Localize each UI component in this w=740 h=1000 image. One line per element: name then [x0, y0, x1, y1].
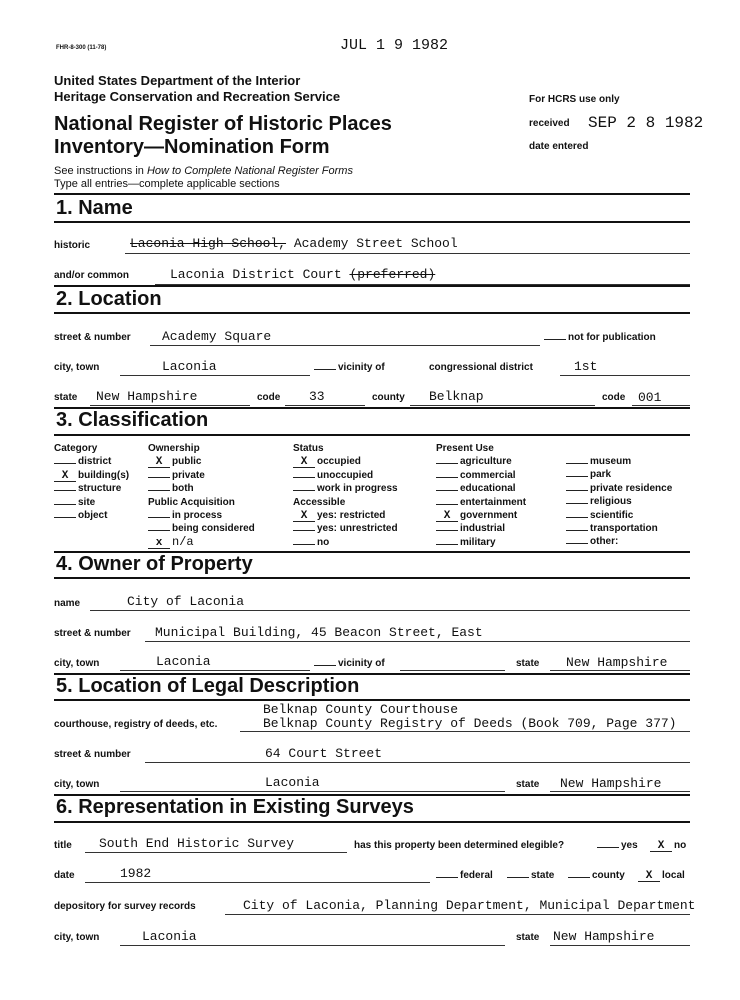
vicinity: vicinity of: [314, 362, 385, 373]
category-option[interactable]: district: [54, 455, 129, 468]
depository-label: depository for survey records: [54, 901, 196, 912]
survey-date-value: 1982: [120, 866, 152, 881]
present-use-option[interactable]: industrial: [436, 522, 526, 535]
present-use-option[interactable]: commercial: [436, 469, 526, 482]
congress-value: 1st: [574, 359, 598, 374]
field-underline: [410, 405, 595, 406]
field-underline: [150, 345, 540, 346]
received-label: received: [529, 118, 570, 129]
state-value: New Hampshire: [96, 389, 198, 404]
present-use-option[interactable]: transportation: [566, 522, 672, 535]
level-federal[interactable]: federal: [436, 870, 493, 881]
hcrs-header: For HCRS use only: [529, 94, 620, 105]
eligible-yes[interactable]: yes: [597, 840, 638, 851]
present-use-option[interactable]: entertainment: [436, 496, 526, 509]
date-entered-label: date entered: [529, 141, 589, 152]
section-rule: [54, 193, 690, 195]
historic-label: historic: [54, 240, 91, 251]
level-county[interactable]: county: [568, 870, 625, 881]
acquisition-option[interactable]: being considered: [148, 522, 255, 535]
field-underline: [225, 914, 690, 915]
street-label: street & number: [54, 332, 131, 343]
section-4-title: 4. Owner of Property: [56, 553, 253, 575]
code-value: 33: [309, 389, 325, 404]
accessible-header: Accessible: [293, 496, 346, 508]
agency-line-2: Heritage Conservation and Recreation Service: [54, 89, 341, 104]
eligible-no[interactable]: X no: [650, 840, 686, 852]
street-value: Academy Square: [162, 329, 272, 344]
survey-title-label: title: [54, 840, 72, 851]
field-underline: [90, 610, 690, 611]
ownership-option[interactable]: X public: [148, 455, 255, 468]
field-underline: [145, 762, 690, 763]
category-option[interactable]: structure: [54, 482, 129, 495]
owner-vicinity: vicinity of: [314, 658, 385, 669]
field-underline: [120, 945, 505, 946]
historic-value: Laconia High School, Academy Street School: [130, 236, 458, 251]
owner-name-label: name: [54, 598, 81, 609]
section-1-title: 1. Name: [56, 197, 133, 219]
depository-value: City of Laconia, Planning Department, Municipal Department: [243, 898, 696, 913]
owner-state-value: New Hampshire: [566, 655, 668, 670]
present-use-option[interactable]: other:: [566, 535, 672, 548]
present-use-option[interactable]: park: [566, 468, 672, 481]
section-5-title: 5. Location of Legal Description: [56, 675, 360, 697]
ownership-option[interactable]: both: [148, 482, 255, 495]
section-rule: [54, 285, 690, 287]
field-underline: [550, 791, 690, 792]
ownership-option[interactable]: private: [148, 469, 255, 482]
code-label: code: [257, 392, 281, 403]
status-header: Status: [293, 443, 324, 454]
owner-street-label: street & number: [54, 628, 131, 639]
section-rule: [54, 577, 690, 579]
field-underline: [550, 945, 690, 946]
section-rule: [54, 221, 690, 223]
city-value: Laconia: [162, 359, 217, 374]
category-column: [54, 442, 129, 522]
section-2-title: 2. Location: [56, 288, 162, 310]
field-underline: [285, 405, 365, 406]
city-label: city, town: [54, 362, 100, 373]
legal-street-value: 64 Court Street: [265, 746, 383, 761]
field-underline: [125, 253, 690, 254]
present-use-option[interactable]: educational: [436, 482, 526, 495]
vicinity-checkbox[interactable]: [314, 369, 336, 370]
legal-state-value: New Hampshire: [560, 776, 662, 791]
state-label: state: [54, 392, 78, 403]
field-underline: [90, 405, 250, 406]
not-for-publication-checkbox[interactable]: [544, 339, 566, 340]
survey-date-label: date: [54, 870, 75, 881]
instructions-line-2: Type all entries—complete applicable sections: [54, 178, 280, 190]
status-option[interactable]: X occupied: [293, 455, 398, 468]
legal-city-label: city, town: [54, 779, 100, 790]
present-use-header: Present Use: [436, 443, 494, 454]
present-use-option[interactable]: museum: [566, 455, 672, 468]
survey-city-value: Laconia: [142, 929, 197, 944]
section-rule: [54, 821, 690, 823]
legal-state-label: state: [516, 779, 540, 790]
form-title-line-2: Inventory—Nomination Form: [54, 136, 330, 158]
accessible-option[interactable]: no: [293, 536, 398, 549]
owner-state-label: state: [516, 658, 540, 669]
survey-title-value: South End Historic Survey: [99, 836, 295, 851]
category-option[interactable]: site: [54, 496, 129, 509]
status-option[interactable]: unoccupied: [293, 469, 398, 482]
present-use-option[interactable]: agriculture: [436, 455, 526, 468]
ownership-column: [148, 442, 255, 549]
survey-state-label: state: [516, 932, 540, 943]
owner-vicinity-checkbox[interactable]: [314, 665, 336, 666]
field-underline: [120, 670, 310, 671]
agency-line-1: United States Department of the Interior: [54, 73, 301, 88]
field-underline: [632, 405, 690, 406]
field-underline: [240, 731, 690, 732]
county-label: county: [372, 392, 405, 403]
field-underline: [550, 670, 690, 671]
section-rule: [54, 312, 690, 314]
owner-city-value: Laconia: [156, 654, 211, 669]
accessible-option[interactable]: X yes: restricted: [293, 509, 398, 522]
present-use-option[interactable]: private residence: [566, 482, 672, 495]
section-rule: [54, 434, 690, 436]
courthouse-line-1: Belknap County Courthouse: [263, 702, 459, 717]
level-local[interactable]: X local: [638, 870, 685, 882]
present-use-option[interactable]: scientific: [566, 509, 672, 522]
status-option[interactable]: work in progress: [293, 482, 398, 495]
acquisition-option[interactable]: x n/a: [148, 536, 255, 549]
congress-label: congressional district: [429, 362, 533, 373]
present-use-column-a: [436, 442, 526, 549]
field-underline: [145, 641, 690, 642]
form-title-line-1: National Register of Historic Places: [54, 113, 392, 135]
common-label: and/or common: [54, 270, 130, 281]
common-value: Laconia District Court (preferred): [170, 267, 436, 282]
owner-street-value: Municipal Building, 45 Beacon Street, East: [155, 625, 483, 640]
county-value: Belknap: [429, 389, 484, 404]
legal-city-value: Laconia: [265, 775, 320, 790]
field-underline: [85, 882, 430, 883]
acquisition-option[interactable]: in process: [148, 509, 255, 522]
accessible-option[interactable]: yes: unrestricted: [293, 522, 398, 535]
owner-name-value: City of Laconia: [127, 594, 245, 609]
field-underline: [120, 791, 505, 792]
level-state[interactable]: state: [507, 870, 554, 881]
field-underline: [120, 375, 310, 376]
field-underline: [400, 670, 505, 671]
legal-street-label: street & number: [54, 749, 131, 760]
form-code: FHR-8-300 (11-78): [56, 45, 107, 51]
status-column: [293, 442, 398, 549]
present-use-option[interactable]: military: [436, 536, 526, 549]
survey-city-label: city, town: [54, 932, 100, 943]
field-underline: [85, 852, 347, 853]
field-underline: [560, 375, 690, 376]
present-use-column-b: [566, 455, 672, 549]
courthouse-label: courthouse, registry of deeds, etc.: [54, 719, 218, 730]
survey-state-value: New Hampshire: [553, 929, 655, 944]
section-6-title: 6. Representation in Existing Surveys: [56, 796, 414, 818]
category-option[interactable]: object: [54, 509, 129, 522]
section-3-title: 3. Classification: [56, 409, 209, 431]
category-option[interactable]: X building(s): [54, 469, 129, 482]
code2-label: code: [602, 392, 626, 403]
not-for-publication: not for publication: [544, 332, 656, 343]
owner-city-label: city, town: [54, 658, 100, 669]
code2-value: 001: [638, 390, 662, 405]
present-use-option[interactable]: X government: [436, 509, 526, 522]
received-stamp: SEP 2 8 1982: [588, 114, 704, 132]
instructions-line-1: See instructions in How to Complete National Register Forms: [54, 165, 353, 177]
section-rule: [54, 699, 690, 701]
received-stamp-top: JUL 1 9 1982: [340, 37, 449, 54]
ownership-header: Ownership: [148, 443, 200, 454]
eligible-label: has this property been determined elegible?: [354, 840, 565, 851]
courthouse-line-2: Belknap County Registry of Deeds (Book 709, Page 377): [263, 716, 677, 731]
acquisition-header: Public Acquisition: [148, 496, 235, 508]
present-use-option[interactable]: religious: [566, 495, 672, 508]
category-header: Category: [54, 443, 98, 454]
